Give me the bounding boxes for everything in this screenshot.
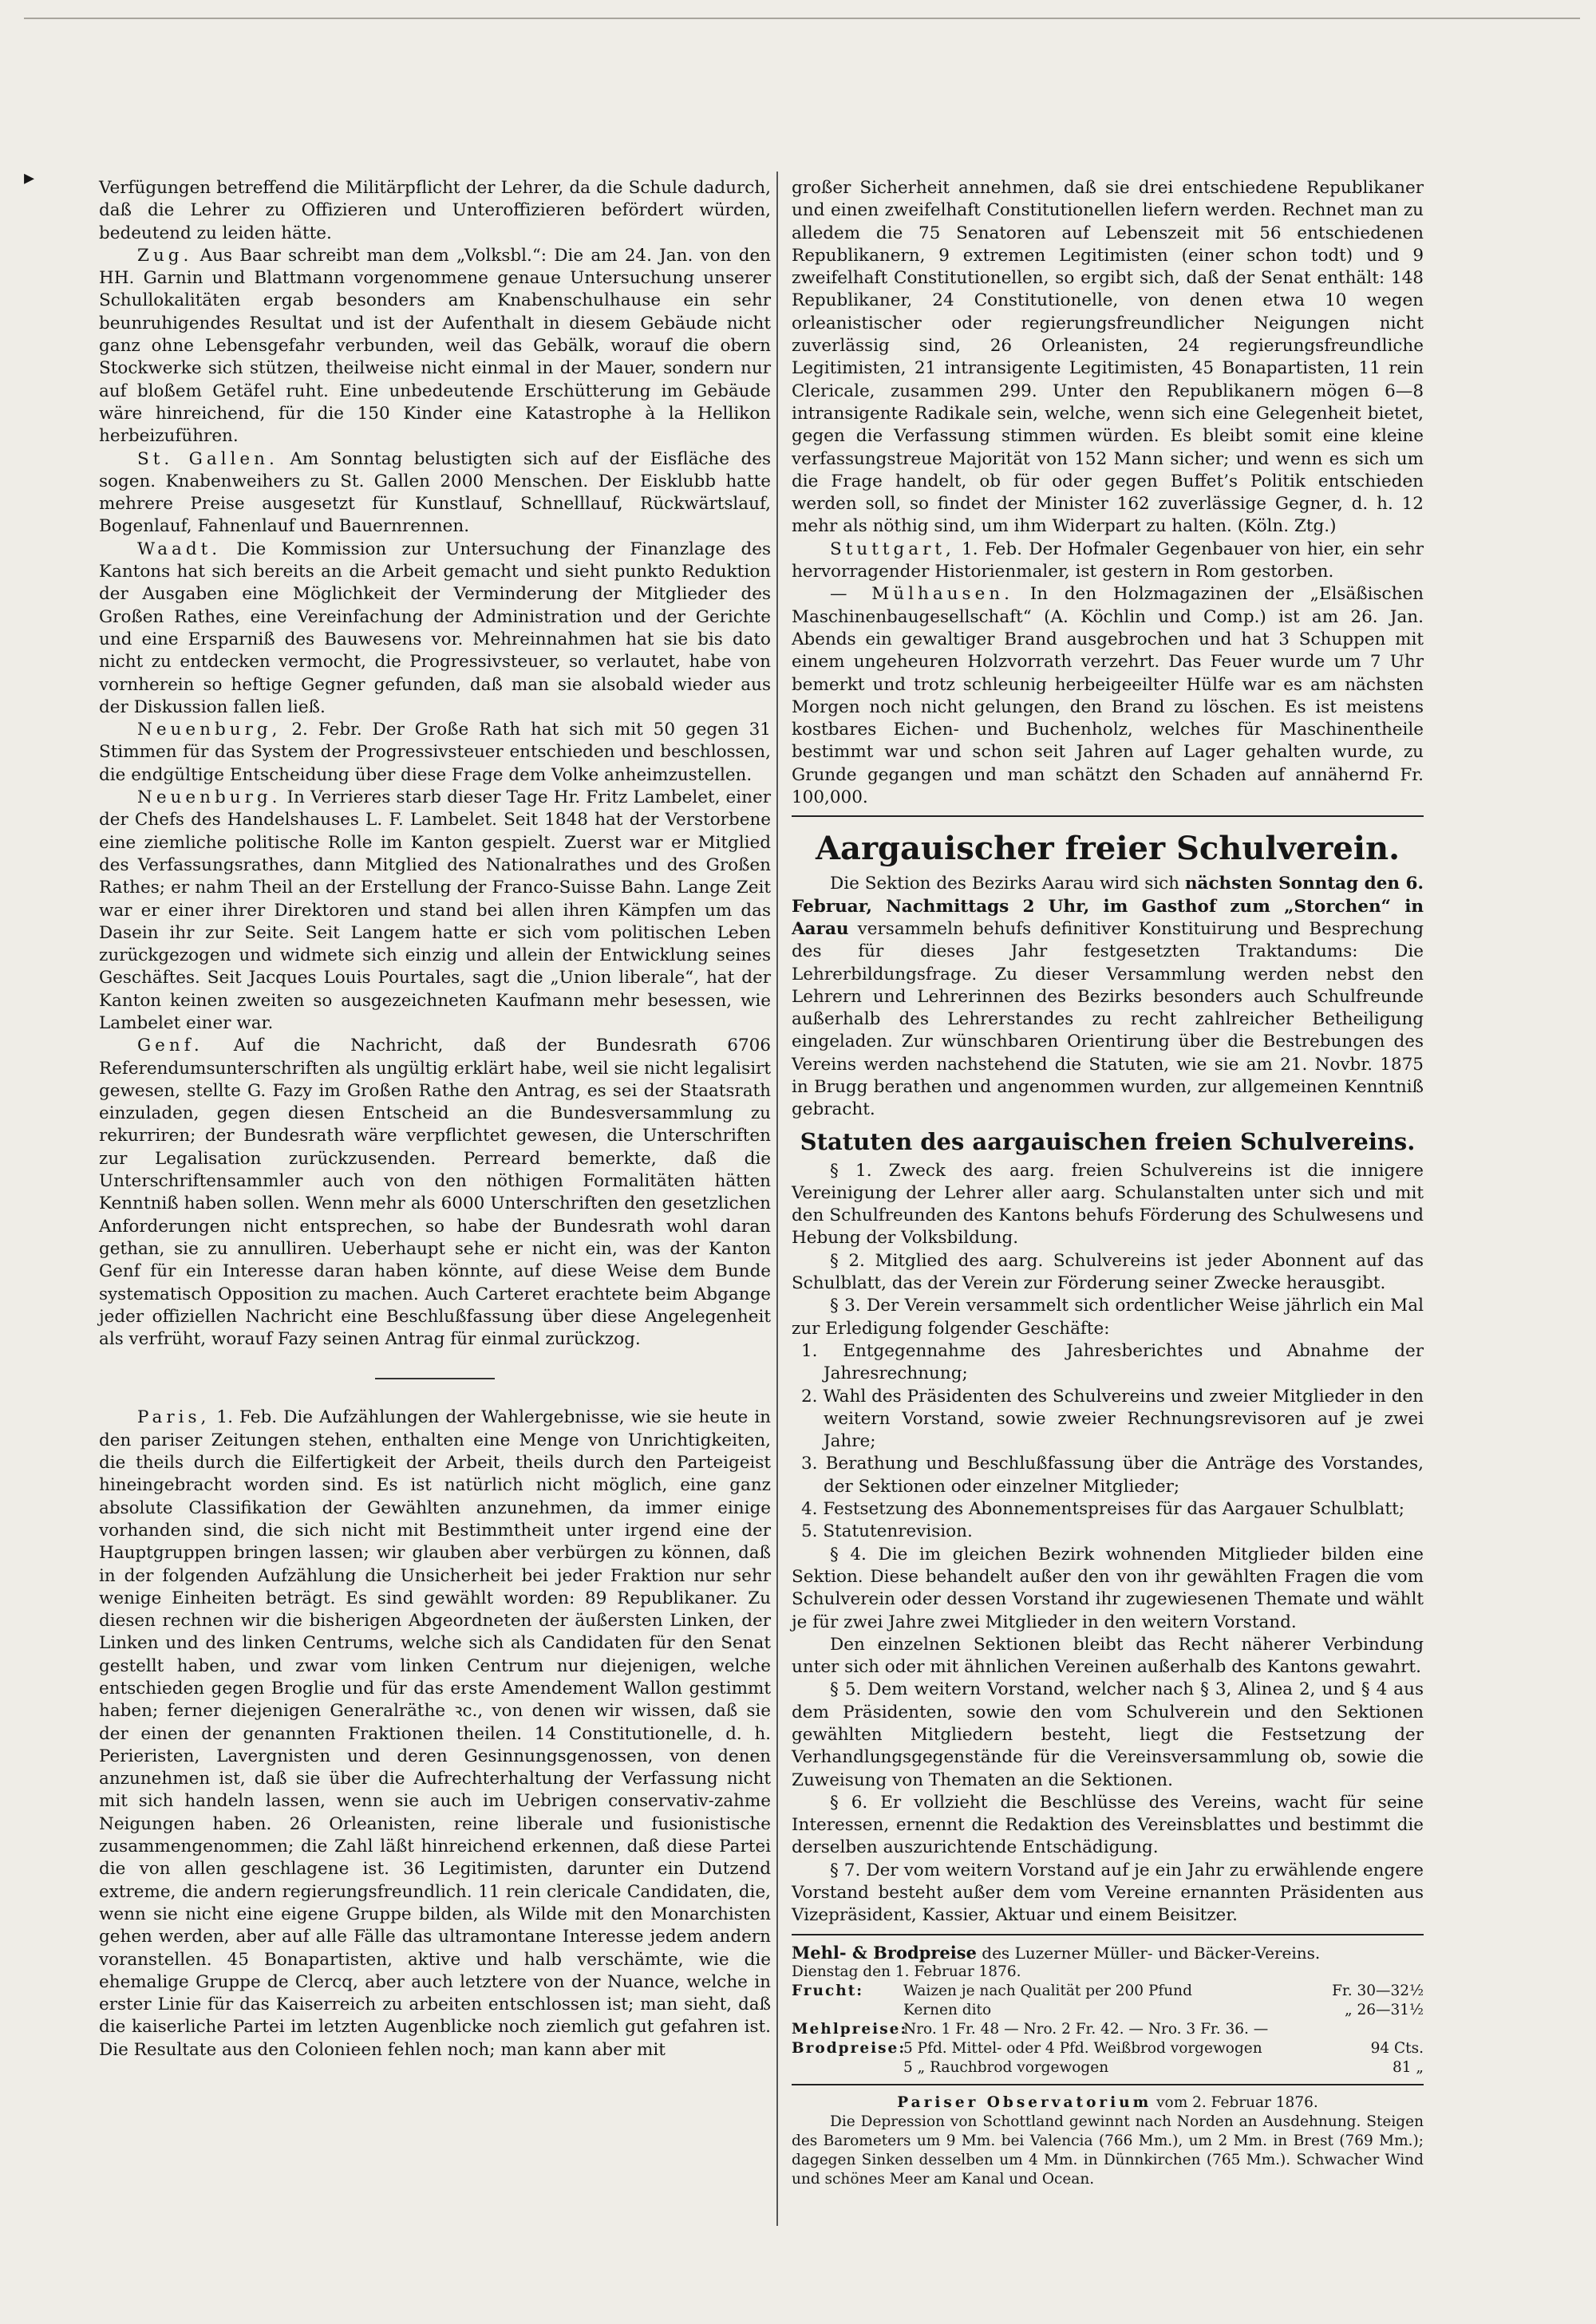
left-column — [99, 177, 771, 2062]
article-st-gallen: St. Gallen. Am Sonntag belustigten sich auf der Eisfläche des sogen. Knabenweihers zu St. Gallen 2000 Menschen. Der Eisklubb hatte mehrere Preise ausgesetzt für Kunstlauf, Schnelllauf, Rückwärtslauf, Bogenlauf, Fahnenlauf und Bauernrennen. — [99, 448, 772, 537]
statute-3-list — [792, 1340, 1424, 1544]
price-table — [792, 1943, 1424, 2077]
article-paris: Paris, 1. Feb. Die Aufzählungen der Wahlergebnisse, wie sie heute in den pariser Zeitungen stehen, enthalten eine Menge von Unrichtigkeiten, die theils durch die Eilfertigkeit der Arbeit, theils durch den Parteigeist hineingebracht worden sind. Es ist natürlich nicht möglich, eine ganz absolute Classifikation der Gewählten anzunehmen, da immer einige vorhanden sind, die sich nicht mit Bestimmtheit unter irgend eine der Hauptgruppen bringen lassen; wir glauben aber verbürgen zu können, daß in der folgenden Aufzählung die Unsicherheit bei jeder Fraktion nur sehr wenige Einheiten beträgt. Es sind gewählt worden: 89 Republikaner. Zu diesen rechnen wir die bisherigen Abgeordneten der äußersten Linken, der Linken und des linken Centrums, welche sich als Candidaten für den Senat gestellt haben, und zwar vom linken Centrum nur diejenigen, welche entschieden gegen Broglie und für das erste Amendement Wallon gestimmt haben; ferner diejenigen Generalräthe ꝛc., von denen wir wissen, daß sie der einen der genannten Fraktionen theilen. 14 Constitutionelle, d. h. Perieristen, Lavergnisten und deren Gesinnungsgenossen, von denen anzunehmen ist, daß sie über die Aufrechterhaltung der Verfassung nicht mit sich handeln lassen, wenn sie auch im Uebrigen conservativ-zahme Neigungen haben. 26 Orleanisten, reine liberale und fusionistische zusammengenommen; die Zahl läßt hinreichend erkennen, daß diese Partei die von allen geschlagene ist. 36 Legitimisten, darunter ein Dutzend extreme, die andern regierungsfreundlich. 11 rein clericale Candidaten, die, wenn sie nicht eine eigene Gruppe bilden, als Wilde mit den Monarchisten gehen werden, aber auf alle Fälle das ultramontane Interesse jedem andern voranstellen. 45 Bonapartisten, aktive und halb verschämte, wie die ehemalige Gruppe de Clercq, aber auch letztere von der Nuance, welche in erster Linie für das Kaiserreich zu arbeiten entschlossen ist; man sieht, daß die kaiserliche Partei im letzten Augenblicke noch ziemlich gut gefahren ist. Die Resultate aus den Colonieen fehlen noch; man kann aber mit — [99, 1407, 771, 2060]
article-muelhausen: — Mülhausen. In den Holzmagazinen der „Elsäßischen Maschinenbaugesellschaft“ (A. Köchlin und Comp.) ist am 26. Jan. Abends ein gewaltiger Brand ausgebrochen und hat 3 Schuppen mit einem ungeheuren Holzvorrath verzehrt. Das Feuer wurde um 7 Uhr bemerkt und trotz schleunig herbeigeeilter Hülfe war es am nächsten Morgen noch nicht gelungen, den Brand zu löschen. Es ist meistens kostbares Eichen- und Buchenholz, welches für Maschinentheile bestimmt war und schon seit Jahren auf Lager gehalten wurde, zu Grunde gegangen und man schätzt den Schaden auf annähernd Fr. 100,000. — [792, 584, 1424, 808]
article-paragraph: Verfügungen betreffend die Militärpflicht der Lehrer, da die Schule dadurch, daß die Lehrer zu Offizieren und Unteroffizieren befördert würden, bedeutend zu leiden hätte. — [99, 178, 771, 243]
statute-4: § 4. Die im gleichen Bezirk wohnenden Mitglieder bilden eine Sektion. Diese behandelt außer den von ihr gewählten Fragen die vom Schulverein oder dessen Vorstand ihr zugewiesenen Themate und wählt je für zwei Jahre zwei Mitglieder in den weitern Vorstand. — [792, 1544, 1424, 1632]
article-neuenburg-2: Neuenburg. In Verrieres starb dieser Tage Hr. Fritz Lambelet, einer der Chefs des Handelshauses L. F. Lambelet. Seit 1848 hat der Verstorbene eine ziemliche politische Rolle im Kanton gespielt. Zuerst war er Mitglied des Verfassungsrathes, dann Mitglied des Nationalrathes und des Großen Rathes; er nahm Theil an der Erstellung der Franco-Suisse Bahn. Lange Zeit war er einer ihrer Direktoren und stand bei allen ihren Kämpfen um das Dasein ihr zur Seite. Seit Langem hatte er sich vom politischen Leben zurückgezogen und widmete sich einzig und allein der Entwicklung seines Geschäftes. Seit Jacques Louis Pourtales, sagt die „Union liberale“, hat der Kanton keinen zweiten so ausgezeichneten Kaufmann mehr besessen, wie Lambelet einer war. — [99, 787, 771, 1033]
observatory-rule — [792, 2084, 1424, 2085]
statute-5: § 5. Dem weitern Vorstand, welcher nach § 3, Alinea 2, und § 4 aus dem Präsidenten, sowie den vom Schulverein und den Sektionen gewählten Mitgliedern besteht, liegt die Festsetzung der Verhandlungsgegenstände für die Vereinsversammlung ob, sowie die Zuweisung von Thematen an die Sektionen. — [792, 1679, 1424, 1790]
statute-6: § 6. Er vollzieht die Beschlüsse des Vereins, wacht für seine Interessen, ernennt die Redaktion des Vereinsblattes und bestimmt die derselben auszurichtende Entschädigung. — [792, 1792, 1424, 1858]
notice-title: Aargauischer freier Schulverein. — [816, 830, 1400, 868]
page-edge-line — [24, 18, 1580, 19]
article-paris-continued: großer Sicherheit annehmen, daß sie drei entschiedene Republikaner und einen zweifelhaft Constitutionellen liefern werden. Rechnet man zu alledem die 75 Senatoren auf Lebenszeit mit 56 entschiedenen Republikanern, 9 extremen Legitimisten (einer schon todt) und 9 zweifelhaft Constitutionellen, so ergibt sich, daß der Senat enthält: 148 Republikaner, 24 Constitutionelle, von denen etwa 10 wegen orleanistischer oder regierungsfreundlicher Neigungen nicht zuverlässig sind, 26 Orleanisten, 24 regierungsfreundliche Legitimisten, 21 intransigente Legitimisten, 45 Bonapartisten, 11 rein Clericale, zusammen 299. Unter den Republikanern mögen 6—8 intransigente Radikale sein, welche, wenn sich eine Gelegenheit bietet, gegen die Verfassung stimmen würden. Es bleibt somit eine kleine verfassungstreue Majorität von 152 Mann sicher; und wenn es sich um die Frage handelt, ob für oder gegen Buffet’s Politik entschieden werden soll, so findet der Minister 162 zuverlässige Gegner, d. h. 12 mehr als nöthig sind, um ihm Widerpart zu halten. (Köln. Ztg.) — [792, 178, 1424, 537]
article-waadt: Waadt. Die Kommission zur Untersuchung der Finanzlage des Kantons hat sich bereits an die Arbeit gemacht und sieht punkto Reduktion der Ausgaben eine Möglichkeit der Verminderung der Mitglieder des Großen Rathes, eine Vereinfachung der Administration und der Gerichte und eine Ersparniß des Bauwesens vor. Mehreinnahmen hat sie bis dato nicht zu entdecken vermocht, die Progressivsteuer, so verlautet, habe von vornherein so heftige Gegner gefunden, daß man sie alsobald wieder aus der Diskussion fallen ließ. — [99, 539, 771, 717]
statute-7: § 7. Der vom weitern Vorstand auf je ein Jahr zu erwählende engere Vorstand besteht außer dem vom Vereine ernannten Präsidenten aus Vizepräsident, Kassier, Aktuar und einem Beisitzer. — [792, 1860, 1424, 1926]
price-rule — [792, 1934, 1424, 1935]
observatory-title: Pariser Observatorium vom 2. Februar 1876. — [897, 2093, 1318, 2111]
article-zug: Zug. Aus Baar schreibt man dem „Volksbl.“: Die am 24. Jan. von den HH. Garnin und Blattmann vorgenommene genaue Untersuchung unserer Schullokalitäten ergab besonders am Knabenschulhause ein sehr beunruhigendes Resultat und ist der Aufenthalt in diesem Gebäude nicht ganz ohne Lebensgefahr verbunden, weil das Gebälk, worauf die obern Stockwerke sich stützen, theilweise nicht einmal in der Mauer, sondern nur auf bloßem Getäfel ruht. Eine unbedeutende Erschütterung im Gebäude wäre hinreichend, für die 150 Kinder eine Katastrophe à la Hellikon herbeizuführen. — [99, 245, 771, 447]
observatory-report — [792, 2093, 1424, 2189]
statutes-title: Statuten des aargauischen freien Schulvereins. — [800, 1127, 1416, 1155]
article-genf: Genf. Auf die Nachricht, daß der Bundesrath 6706 Referendumsunterschriften als ungültig erklärt habe, weil sie nicht legalisirt gewesen, stellte G. Fazy im Großen Rathe den Antrag, es sei der Staatsrath einzuladen, gegen diesen Entscheid an die Bundesversammlung zu rekurriren; der Bundesrath wäre verpflichtet gewesen, die Unterschriften zur Legalisation zurückzusenden. Perreard bemerkte, daß die Unterschriftensammler auch von den nöthigen Formalitäten hätten Kenntniß haben sollen. Wenn mehr als 6000 Unterschriften den gesetzlichen Anforderungen nicht entsprechen, so habe der Bundesrath wohl daran gethan, sie zu annulliren. Ueberhaupt sehe er nicht ein, was der Kanton Genf für ein Interesse daran haben könnte, auf diese Weise dem Bunde systematisch Opposition zu machen. Auch Carteret erachtete beim Abgange jeder offiziellen Nachricht eine Beschlußfassung über diese Angelegenheit als verfrüht, worauf Fazy seinen Antrag für einmal zurückzog. — [99, 1036, 771, 1350]
statute-4b: Den einzelnen Sektionen bleibt das Recht näherer Verbindung unter sich oder mit ähnlichen Vereinen außerhalb des Kantons gewahrt. — [792, 1634, 1424, 1678]
statute-3-item: 3. Berathung und Beschlußfassung über die Anträge des Vorstandes, der Sektionen oder einzelner Mitglieder; — [801, 1454, 1424, 1497]
article-stuttgart: Stuttgart, 1. Feb. Der Hofmaler Gegenbauer von hier, ein sehr hervorragender Historienmaler, ist gestern in Rom gestorben. — [792, 539, 1424, 582]
statute-3-item: 1. Entgegennahme des Jahresberichtes und Abnahme der Jahresrechnung; — [801, 1340, 1424, 1384]
observatory-text: Die Depression von Schottland gewinnt nach Norden an Ausdehnung. Steigen des Barometers um 9 Mm. bei Valencia (766 Mm.), um 2 Mm. in Brest (769 Mm.); dagegen Sinken desselben um 4 Mm. in Dünnkirchen (765 Mm.). Schwacher Wind und schönes Meer am Kanal und Ocean. — [792, 2113, 1424, 2188]
margin-mark: ▸ — [24, 166, 35, 190]
column-rule — [776, 172, 778, 2226]
statute-3: § 3. Der Verein versammelt sich ordentlicher Weise jährlich ein Mal zur Erledigung folgender Geschäfte: — [792, 1296, 1424, 1339]
price-row: 5 „ Rauchbrod vorgewogen 81 „ — [903, 2058, 1424, 2076]
statute-1: § 1. Zweck des aarg. freien Schulvereins ist die innigere Vereinigung der Lehrer aller aarg. Schulanstalten unter sich und mit den Schulfreunden des Kantons behufs Förderung des Schulwesens und Hebung der Volksbildung. — [792, 1160, 1424, 1249]
statute-3-item: 5. Statutenrevision. — [801, 1521, 973, 1542]
notice-rule — [792, 815, 1424, 817]
statute-3-item: 4. Festsetzung des Abonnementspreises für das Aargauer Schulblatt; — [801, 1499, 1404, 1520]
price-row: Frucht: Waizen je nach Qualität per 200 Pfund Fr. 30—32½ — [792, 1982, 1424, 1999]
right-column — [792, 177, 1424, 2189]
price-row: Brodpreise: 5 Pfd. Mittel- oder 4 Pfd. Weißbrod vorgewogen 94 Cts. — [792, 2039, 1424, 2057]
statute-2: § 2. Mitglied des aarg. Schulvereins ist jeder Abonnent auf das Schulblatt, das der Verein zur Förderung seiner Zwecke herausgibt. — [792, 1250, 1424, 1294]
notice-text: Die Sektion des Bezirks Aarau wird sich nächsten Sonntag den 6. Februar, Nachmittags 2 Uhr, im Gasthof zum „Storchen“ in Aarau versammeln behufs definitiver Konstituirung und Besprechung des für dieses Jahr festgesetzten Traktandums: Die Lehrerbildungsfrage. Zu dieser Versammlung werden nebst den Lehrern und Lehrerinnen des Bezirks besonders auch Schulfreunde außerhalb des Lehrerstandes zu recht zahlreicher Betheiligung eingeladen. Zur wünschbaren Orientirung über die Bestrebungen des Vereins werden nachstehend die Statuten, wie sie am 21. Novbr. 1875 in Brugg berathen und angenommen wurden, zur allgemeinen Kenntniß gebracht. — [792, 874, 1424, 1120]
price-row: Mehlpreise: Nro. 1 Fr. 48 — Nro. 2 Fr. 42. — Nro. 3 Fr. 36. — — [792, 2020, 1269, 2038]
section-separator — [375, 1378, 495, 1379]
article-neuenburg-1: Neuenburg, 2. Febr. Der Große Rath hat sich mit 50 gegen 31 Stimmen für das System der Progressivsteuer entschieden und beschlossen, die endgültige Entscheidung über diese Frage dem Volke anheimzustellen. — [99, 720, 771, 785]
price-row: Kernen dito „ 26—31½ — [903, 2001, 1424, 2018]
price-heading: Mehl- & Brodpreise des Luzerner Müller- und Bäcker-Vereins. — [792, 1942, 1321, 1963]
price-date: Dienstag den 1. Februar 1876. — [792, 1963, 1021, 1980]
statute-3-item: 2. Wahl des Präsidenten des Schulvereins und zweier Mitglieder in den weitern Vorstand, sowie zweier Rechnungsrevisoren auf je zwei Jahre; — [801, 1386, 1424, 1452]
